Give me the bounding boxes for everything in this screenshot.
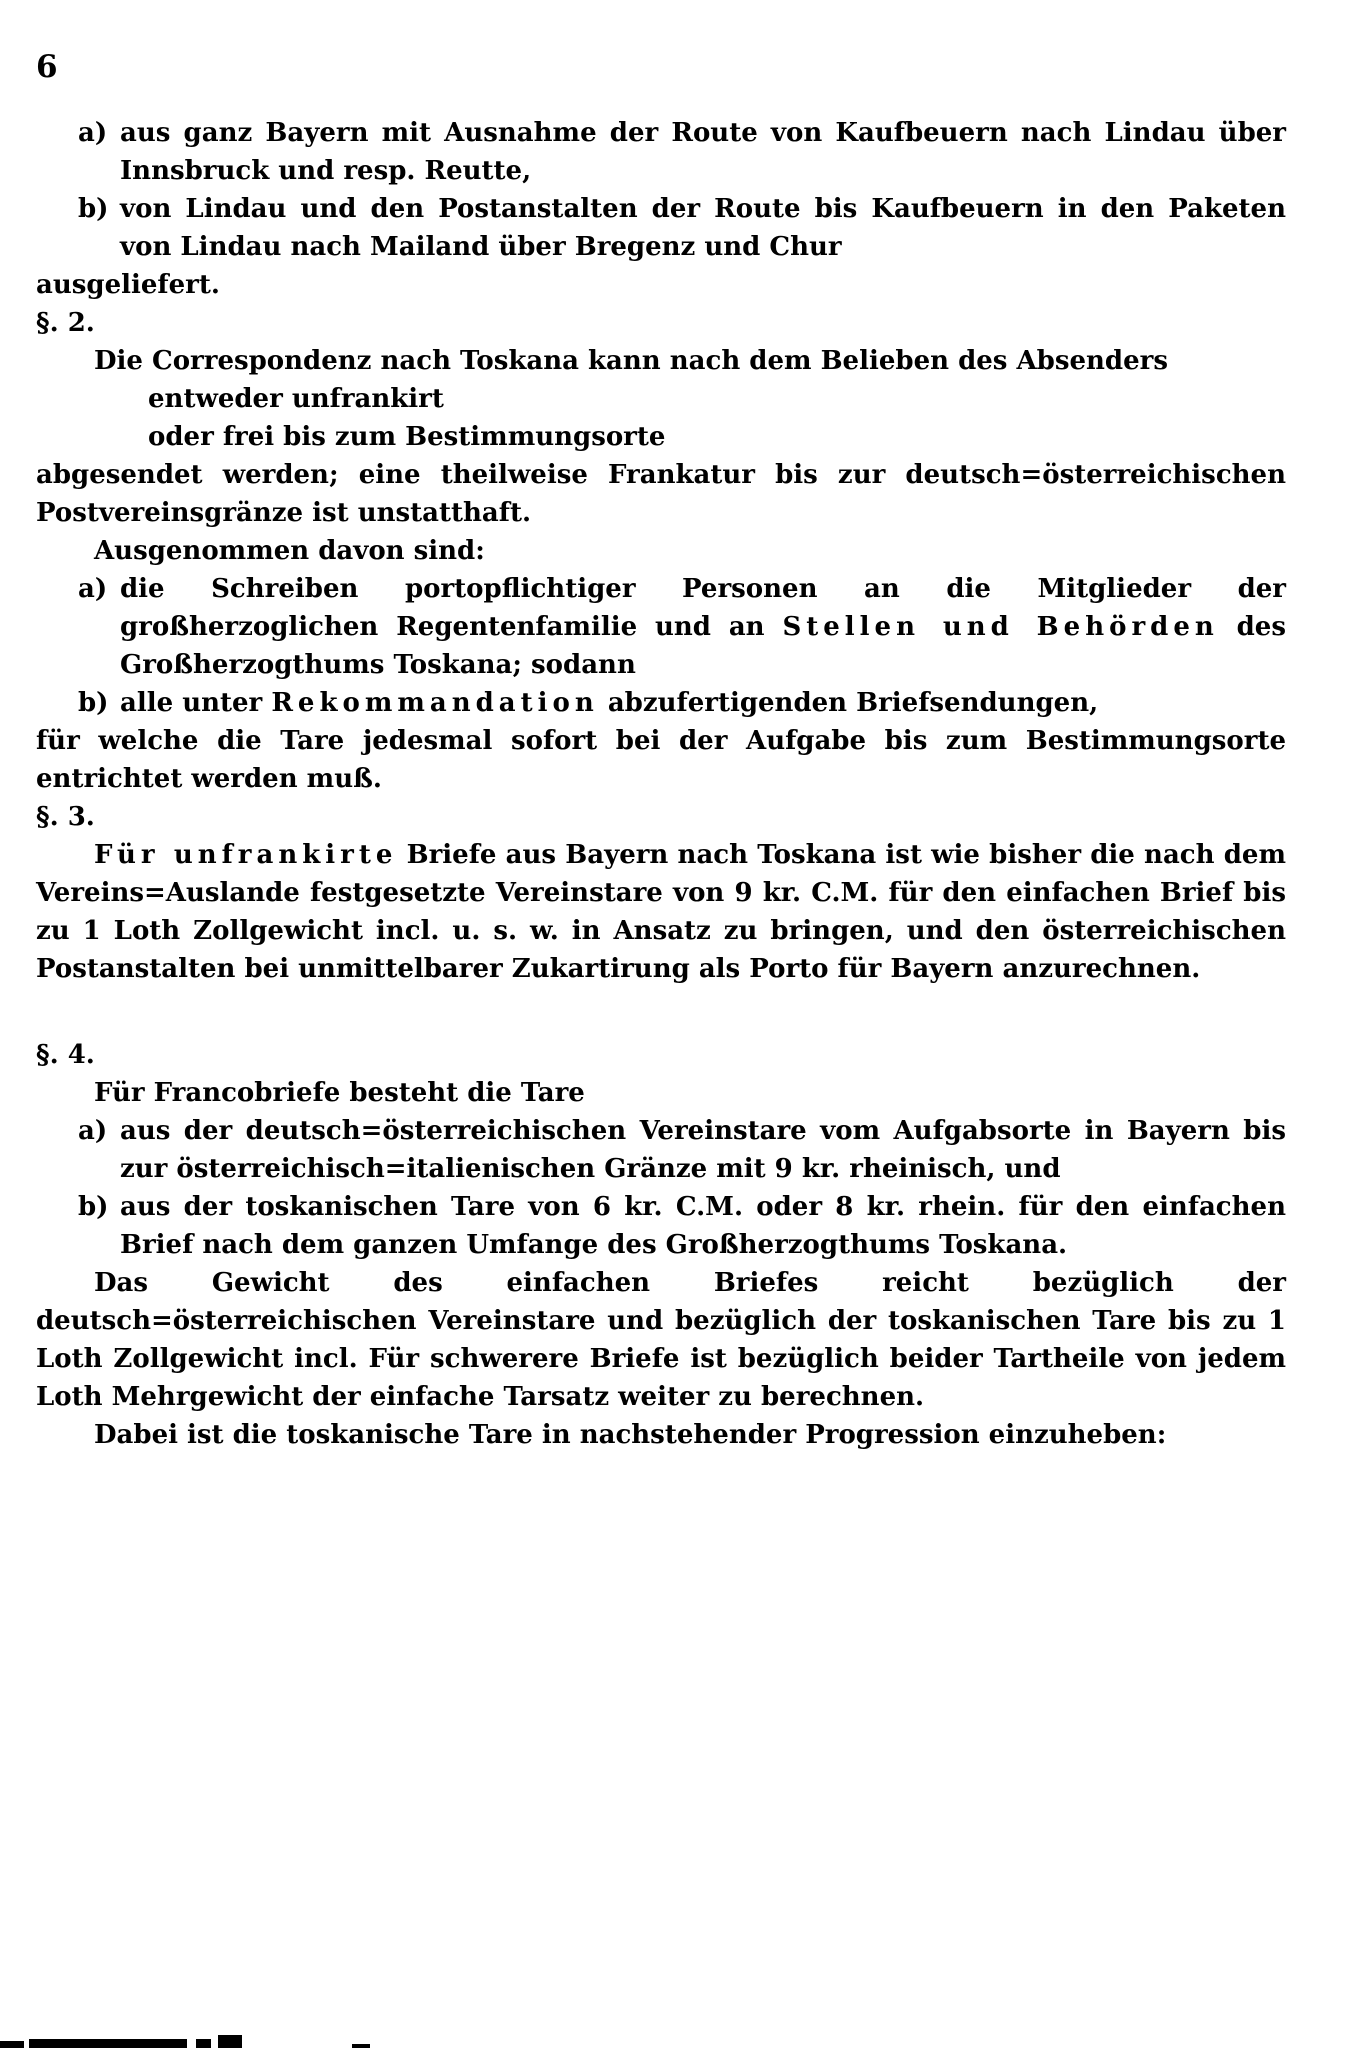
progression-paragraph: Dabei ist die toskanische Tare in nachstehender Progression einzuheben: — [94, 1420, 1167, 1450]
list-item-marker: a) — [78, 118, 108, 148]
scan-artifact-bar — [29, 2039, 187, 2048]
scan-artifact-bar — [196, 2039, 211, 2048]
list-item-text: alle unter — [120, 688, 263, 718]
route-list — [36, 114, 1286, 266]
list-item-marker: a) — [78, 574, 108, 604]
list-item-text: aus der deutsch=österreichischen Vereinstare vom Aufgabsorte in Bayern bis zur österreichisch=italienischen Gränze mit 9 kr. rheinisch, und — [120, 1116, 1286, 1184]
list-item-text: aus ganz Bayern mit Ausnahme der Route von Kaufbeuern nach Lindau über Innsbruck und resp. Reutte, — [120, 118, 1286, 186]
list-item-b — [36, 190, 1286, 266]
option-frei: oder frei bis zum Bestimmungsorte — [148, 422, 666, 452]
option-unfrankirt: entweder unfrankirt — [148, 384, 444, 414]
scan-edge-artifact — [0, 2032, 420, 2048]
list-item-b — [36, 1188, 1286, 1264]
page-content — [36, 114, 1286, 1454]
scan-artifact-bar — [0, 2041, 24, 2048]
paragraph-text: Briefe aus Bayern nach Toskana ist wie bisher die nach dem Vereins=Auslande festgesetzte Vereinstare von 9 kr. C.M. für den einfachen Brief bis zu 1 Loth Zollgewicht incl. u. s. w. in Ansatz zu bringen, und den österreichischen Postanstalten bei unmittelbarer Zukartirung als Porto für Bayern anzurechnen. — [36, 840, 1286, 984]
list-item-b — [36, 684, 1286, 722]
exceptions-list — [36, 570, 1286, 722]
list-item-text: abzufertigenden Briefsendungen, — [607, 688, 1099, 718]
section-3-heading: §. 3. — [36, 802, 95, 832]
weight-paragraph: Das Gewicht des einfachen Briefes reicht bezüglich der deutsch=österreichischen Vereinstare und bezüglich der toskanischen Tare bis zu 1 Loth Zollgewicht incl. Für schwerere Briefe ist bezüglich beider Tartheile von jedem Loth Mehrgewicht der einfache Tarsatz weiter zu berechnen. — [36, 1268, 1286, 1412]
list-item-a — [36, 114, 1286, 190]
list-item-a — [36, 570, 1286, 684]
paragraph-ausgeliefert: ausgeliefert. — [36, 270, 220, 300]
emphasized-text: Rekommandation — [271, 688, 599, 718]
list-item-text: aus der toskanischen Tare von 6 kr. C.M. oder 8 kr. rhein. für den einfachen Brief nach dem ganzen Umfange des Großherzogthums Toskana. — [120, 1192, 1286, 1260]
scan-artifact-bar — [352, 2044, 370, 2048]
scan-artifact-bar — [218, 2035, 242, 2048]
exceptions-intro: Ausgenommen davon sind: — [94, 536, 485, 566]
section-2-closing: für welche die Tare jedesmal sofort bei der Aufgabe bis zum Bestimmungsorte entrichtet werden muß. — [36, 726, 1286, 794]
list-item-a — [36, 1112, 1286, 1188]
emphasized-text: Für unfrankirte — [94, 840, 398, 870]
list-item-marker: a) — [78, 1116, 108, 1146]
list-item-marker: b) — [78, 688, 109, 718]
list-item-text: die Schreiben portopflichtiger Personen an die Mitglieder der großherzoglichen Regentenfamilie und an — [120, 574, 1286, 642]
list-item-text: des Großherzogthums Toskana; sodann — [120, 612, 1286, 680]
page-number: 6 — [36, 49, 58, 85]
section-3-paragraph — [36, 836, 1286, 988]
list-item-marker: b) — [78, 194, 109, 224]
section-4-intro: Für Francobriefe besteht die Tare — [94, 1078, 585, 1108]
section-2-continuation: abgesendet werden; eine theilweise Frankatur bis zur deutsch=österreichischen Postvereinsgränze ist unstatthaft. — [36, 460, 1286, 528]
list-item-text: von Lindau und den Postanstalten der Route bis Kaufbeuern in den Paketen von Lindau nach Mailand über Bregenz und Chur — [120, 194, 1286, 262]
tariff-list — [36, 1112, 1286, 1264]
list-item-marker: b) — [78, 1192, 109, 1222]
section-4-heading: §. 4. — [36, 1040, 95, 1070]
section-2-heading: §. 2. — [36, 308, 95, 338]
section-2-intro: Die Correspondenz nach Toskana kann nach dem Belieben des Absenders — [94, 346, 1168, 376]
emphasized-text: Stellen und Behörden — [782, 612, 1219, 642]
